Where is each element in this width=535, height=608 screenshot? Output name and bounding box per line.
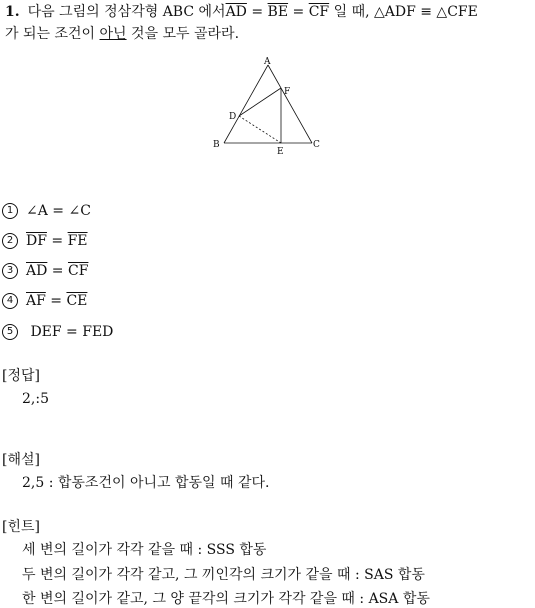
hint-line-2: 두 변의 길이가 각각 같고, 그 끼인각의 크기가 같을 때 : SAS 합동: [22, 567, 425, 583]
option-2-right: $\overline{FE}$: [67, 233, 88, 249]
question-line2-suffix: 것을 모두 골라라.: [126, 26, 240, 42]
answer-heading: [정답]: [2, 368, 40, 384]
option-4-mark: 4: [2, 293, 18, 309]
label-a: A: [264, 57, 271, 67]
option-3-mark: 3: [2, 263, 18, 279]
option-4-left: $\overline{AF}$: [26, 293, 46, 309]
option-1[interactable]: [2, 202, 91, 220]
label-d: D: [229, 112, 237, 122]
option-3-right: $\overline{CF}$: [67, 263, 89, 279]
option-1-right: ∠C: [68, 203, 91, 219]
option-4[interactable]: [2, 292, 87, 310]
option-4-right: $\overline{CE}$: [66, 293, 88, 309]
segment-df: [239, 88, 281, 116]
question-line-2: [5, 25, 239, 43]
underlined-word: 아닌: [99, 26, 127, 42]
label-e: E: [277, 147, 284, 157]
option-5[interactable]: [2, 323, 113, 341]
option-5-left: DEF: [26, 324, 62, 340]
equals-1: =: [246, 4, 268, 20]
triangle-figure: [210, 55, 330, 165]
hint-line-1: 세 변의 길이가 각각 같을 때 : SSS 합동: [22, 542, 267, 558]
option-2-mark: 2: [2, 233, 18, 249]
option-5-right: FED: [82, 324, 114, 340]
hint-heading: [힌트]: [2, 519, 40, 535]
question-number: 1.: [5, 4, 20, 20]
option-3-equals: =: [47, 263, 68, 279]
label-f: F: [284, 87, 291, 97]
question-text-prefix: 다음 그림의 정삼각형 ABC 에서: [27, 4, 226, 20]
option-5-equals: =: [61, 324, 83, 340]
answer-text: 2,:5: [22, 391, 49, 407]
option-1-mark: 1: [2, 203, 18, 219]
option-1-left: ∠A: [26, 203, 48, 219]
hint-line-3: 한 변의 길이가 같고, 그 양 끝각의 크기가 각각 같을 때 : ASA 합동: [22, 591, 430, 607]
segment-cf: $\overline{CF}$: [308, 4, 330, 20]
segment-de: [239, 116, 281, 143]
option-1-equals: =: [47, 203, 69, 219]
option-5-mark: 5: [2, 324, 18, 340]
option-4-equals: =: [45, 293, 67, 309]
segment-ad: $\overline{AD}$: [225, 4, 247, 20]
side-ab: [224, 65, 268, 143]
option-2-equals: =: [46, 233, 68, 249]
explanation-heading: [해설]: [2, 452, 40, 468]
question-line2-prefix: 가 되는 조건이: [5, 26, 100, 42]
explanation-text: 2,5 : 합동조건이 아니고 합동일 때 같다.: [22, 475, 270, 491]
option-2-left: $\overline{DF}$: [26, 233, 47, 249]
label-c: C: [313, 140, 320, 150]
label-b: B: [213, 140, 220, 150]
question-text-suffix: 일 때, △ADF ≡ △CFE: [329, 4, 478, 20]
side-ac: [268, 65, 312, 143]
equals-2: =: [288, 4, 309, 20]
segment-be: $\overline{BE}$: [267, 4, 289, 20]
option-2[interactable]: [2, 232, 88, 250]
option-3[interactable]: [2, 262, 88, 280]
option-3-left: $\overline{AD}$: [26, 263, 48, 279]
question-line-1: [5, 3, 478, 21]
